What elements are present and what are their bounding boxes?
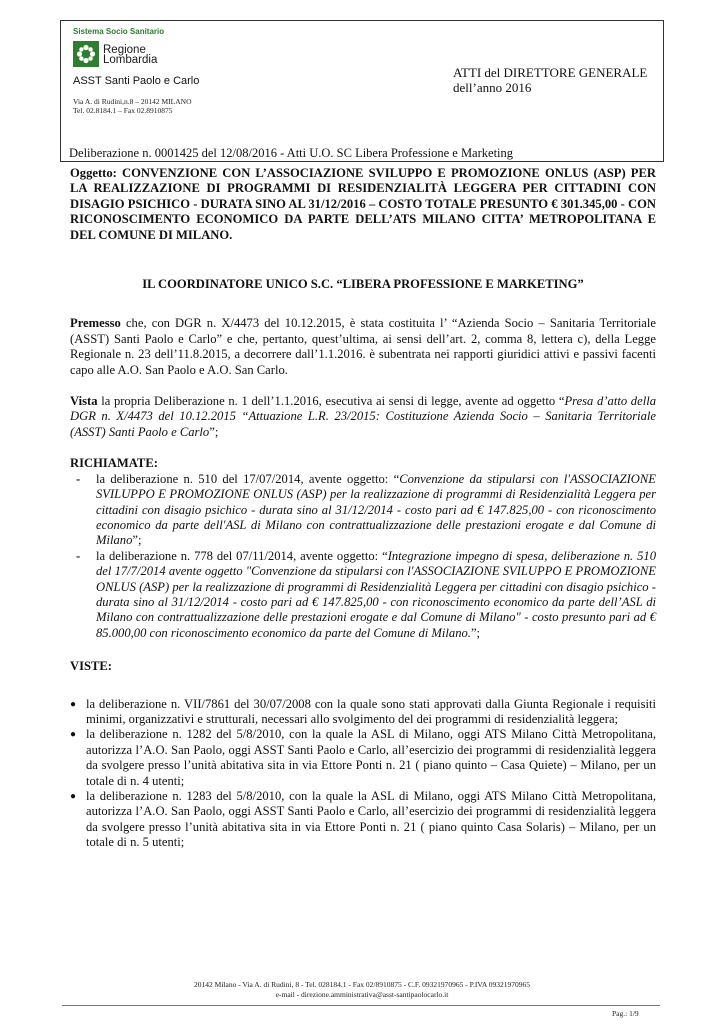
document-body <box>70 166 656 851</box>
vista-paragraph <box>70 394 656 440</box>
brand-system-label: Sistema Socio Sanitario <box>73 27 165 36</box>
viste-item-text: la deliberazione n. VII/7861 del 30/07/2008 con la quale sono stati approvati dalla Giunta Regionale i requisiti minimi, organizzativi e strutturali, necessari allo svolgimento del dei programmi di residenzialità leggera; <box>86 696 656 726</box>
region-line-2: Lombardia <box>103 54 158 66</box>
subject-paragraph: Oggetto: CONVENZIONE CON L’ASSOCIAZIONE SVILUPPO E PROMOZIONE ONLUS (ASP) PER LA REALIZZAZIONE DI PROGRAMMI DI RESIDENZIALITÀ LEGGERA PER CITTADINI CON DISAGIO PSICHICO - DURATA SINO AL 31/12/2016 – COSTO TOTALE PRESUNTO € 301.345,00 - CON RICONOSCIMENTO ECONOMICO DA PARTE DELL’ATS MILANO CITTA’ METROPOLITANA E DEL COMUNE DI MILANO. <box>70 166 656 242</box>
dash-marker: - <box>76 548 81 563</box>
regione-lombardia-logo-icon <box>73 41 99 67</box>
vista-lead: Vista <box>70 394 98 409</box>
richiamate-item <box>70 472 656 549</box>
asst-name: ASST Santi Paolo e Carlo <box>73 75 200 87</box>
footer-divider <box>62 1005 660 1006</box>
logo-row <box>73 41 273 71</box>
viste-item <box>70 697 656 728</box>
viste-title: VISTE: <box>70 659 112 674</box>
brand-block <box>73 27 200 87</box>
footer-email: e-mail - direzione.amministrativa@asst-santipaolocarlo.it <box>275 990 449 999</box>
address-block <box>73 97 192 115</box>
richiamate-item-post: ”; <box>470 625 481 640</box>
viste-item-text: la deliberazione n. 1282 del 5/8/2010, con la quale la ASL di Milano, oggi ATS Milano Città Metropolitana, autorizza l’A.O. San Paolo, oggi ASST Santi Paolo e Carlo, all’esercizio dei programmi di residenzialità leggera da svolgere presso l’unità abitativa sita in via Ettore Ponti n. 21 ( piano quinto – Casa Quiete) – Milano, per un totale di n. 4 utenti; <box>86 727 656 788</box>
coordinator-heading: IL COORDINATORE UNICO S.C. “LIBERA PROFESSIONE E MARKETING” <box>142 277 584 292</box>
viste-item-text: la deliberazione n. 1283 del 5/8/2010, con la quale la ASL di Milano, oggi ATS Milano Città Metropolitana, autorizza l’A.O. San Paolo, oggi ASST Santi Paolo e Carlo, all’esercizio dei programmi di residenzialità leggera da svolgere presso l’unità abitativa sita in via Ettore Ponti n. 21 ( piano quinto Casa Solaris) – Milano, per un totale di n. 5 utenti; <box>86 789 656 850</box>
bullet-icon: ● <box>70 791 77 802</box>
page-number: Pag.: 1/9 <box>612 1009 639 1018</box>
address-line-2: Tel. 02.8184.1 – Fax 02.8910875 <box>73 106 173 115</box>
viste-item <box>70 727 656 789</box>
richiamate-item-post: ”; <box>132 533 142 548</box>
bullet-icon: ● <box>70 729 77 741</box>
richiamate-title: RICHIAMATE: <box>70 456 158 471</box>
premesso-text: che, con DGR n. X/4473 del 10.12.2015, è stata costituita l’ “Azienda Socio – Sanitaria Territoriale (ASST) Santi Paolo e Carlo” e che, pertanto, quest’ultima, ai sensi dell’art. 2, comma 8, lettera c), della Legge Regionale n. 23 dell’11.8.2015, a decorrere dall’1.1.2016. è subentrata nei rapporti giuridici attivi e passivi facenti capo alle A.O. San Paolo e A.O. San Carlo. <box>70 316 656 377</box>
richiamate-item-pre: la deliberazione n. 510 del 17/07/2014, avente oggetto: “ <box>96 471 400 486</box>
atti-line-1: ATTI del DIRETTORE GENERALE <box>453 65 648 80</box>
bullet-icon: ● <box>70 698 77 710</box>
document-header <box>60 20 664 162</box>
premesso-lead: Premesso <box>70 316 121 331</box>
atti-block <box>453 65 647 95</box>
richiamate-item <box>70 549 656 641</box>
vista-italic: Presa d’atto della DGR n. X/4473 del 10.12.2015 “Attuazione L.R. 23/2015: Costituzione Azienda Socio – Sanitaria Territoriale (ASST) Santi Paolo e Carlo <box>70 394 656 439</box>
viste-item <box>70 789 656 851</box>
atti-line-2: dell’anno 2016 <box>453 80 532 95</box>
richiamate-item-italic: Convenzione da stipularsi con l'ASSOCIAZIONE SVILUPPO E PROMOZIONE ONLUS (ASP) per la realizzazione di programmi di Residenzialità Leggera per cittadini con disagio psichico - durata sino al 31/12/2014 - costo pari ad € 147.825,00 - con riconoscimento economico da parte dell'ASL di Milano con contrattualizzazione delle prestazioni erogate e dal Comune di Milano <box>96 471 656 548</box>
richiamate-item-pre: la deliberazione n. 778 del 07/11/2014, avente oggetto: “ <box>96 548 388 563</box>
premesso-paragraph <box>70 316 656 378</box>
viste-list <box>70 697 656 851</box>
vista-tail: ”; <box>209 424 219 439</box>
vista-text: la propria Deliberazione n. 1 dell’1.1.2016, esecutiva ai sensi di legge, avente ad oggetto “ <box>97 394 565 409</box>
dash-marker: - <box>76 471 81 486</box>
page-footer <box>0 980 724 1000</box>
footer-address: 20142 Milano - Via A. di Rudini, 8 - Tel. 028184.1 - Fax 02/8910875 - C.F. 09321970965 - P.IVA 09321970965 <box>194 980 530 989</box>
region-name <box>103 45 157 65</box>
richiamate-item-italic: Integrazione impegno di spesa, deliberazione n. 510 del 17/7/2014 avente oggetto "Convenzione da stipularsi con l'ASSOCIAZIONE SVILUPPO E PROMOZIONE ONLUS (ASP) per la realizzazione di programmi di Residenzialità Leggera per cittadini con disagio psichico - durata sino al 31/12/2014 - costo pari ad € 147.825,00 - con riconoscimento economico da parte dell’ASL di Milano con contrattualizzazione delle prestazioni erogate e dal Comune di Milano" - costo presunto pari ad € 85.000,00 con riconoscimento economico da parte del Comune di Milano. <box>96 548 656 640</box>
region-line-1: Regione <box>103 44 146 56</box>
deliberation-reference: Deliberazione n. 0001425 del 12/08/2016 - Atti U.O. SC Libera Professione e Marketing <box>69 146 514 160</box>
address-line-1: Via A. di Rudini,n.8 – 20142 MILANO <box>73 97 192 106</box>
